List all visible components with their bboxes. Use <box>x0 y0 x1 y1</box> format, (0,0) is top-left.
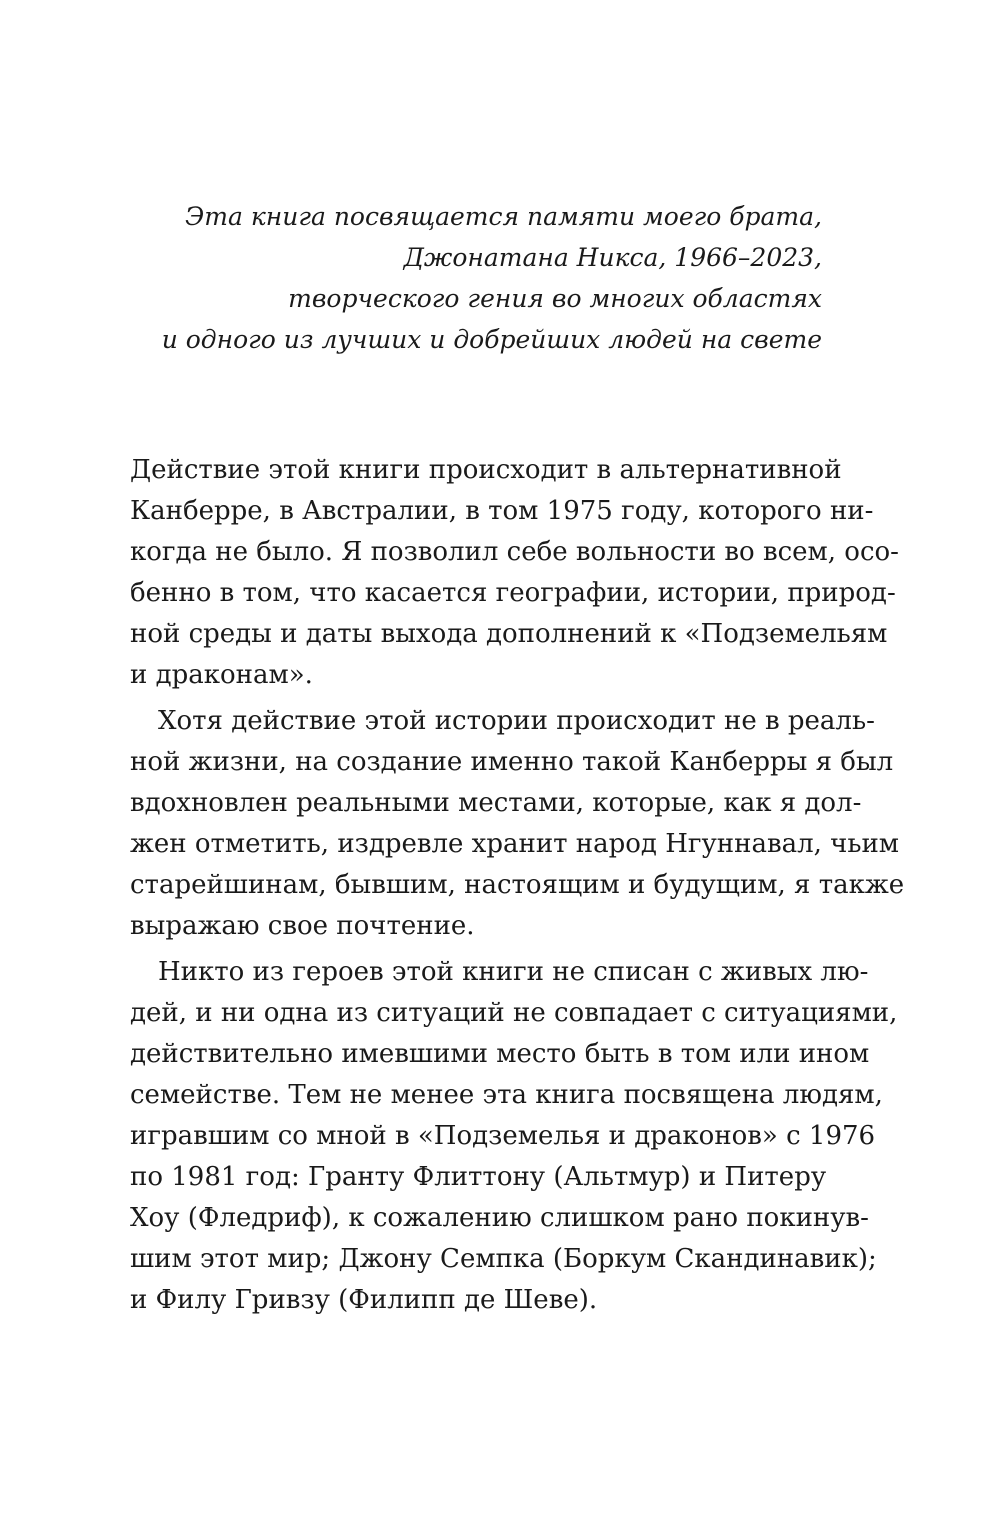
dedication-line: творческого гения во многих областях <box>288 284 822 313</box>
text-line: когда не было. Я позволил себе вольности во всем, осо- <box>130 537 899 567</box>
text-line: шим этот мир; Джону Семпка (Боркум Скандинавик); <box>130 1244 877 1274</box>
text-line: Хотя действие этой истории происходит не в реаль- <box>158 706 875 736</box>
text-line: дей, и ни одна из ситуаций не совпадает с ситуациями, <box>130 998 898 1028</box>
paragraph <box>130 952 898 1321</box>
text-line: ной среды и даты выхода дополнений к «Подземельям <box>130 619 888 649</box>
dedication-line: и одного из лучших и добрейших людей на свете <box>161 325 822 354</box>
paragraph <box>130 450 899 696</box>
paragraph <box>130 701 905 947</box>
text-line: жен отметить, издревле хранит народ Нгуннавал, чьим <box>130 829 900 859</box>
dedication-line: Джонатана Никса, 1966–2023, <box>403 243 822 272</box>
text-line: Канберре, в Австралии, в том 1975 году, которого ни- <box>130 496 874 526</box>
text-line: действительно имевшими место быть в том или ином <box>130 1039 870 1069</box>
dedication <box>130 196 822 360</box>
text-line: Хоу (Фледриф), к сожалению слишком рано покинув- <box>130 1203 869 1233</box>
text-line: ной жизни, на создание именно такой Канберры я был <box>130 747 894 777</box>
text-line: и Филу Гривзу (Филипп де Шеве). <box>130 1285 598 1315</box>
text-line: Действие этой книги происходит в альтернативной <box>130 455 842 485</box>
text-line: бенно в том, что касается географии, истории, природ- <box>130 578 896 608</box>
text-line: семействе. Тем не менее эта книга посвящена людям, <box>130 1080 883 1110</box>
body-text <box>130 450 905 1326</box>
dedication-line: Эта книга посвящается памяти моего брата, <box>185 202 822 231</box>
text-line: старейшинам, бывшим, настоящим и будущим, я также <box>130 870 905 900</box>
text-line: и драконам». <box>130 660 313 690</box>
text-line: вдохновлен реальными местами, которые, как я дол- <box>130 788 862 818</box>
text-line: Никто из героев этой книги не списан с живых лю- <box>158 957 869 987</box>
text-line: по 1981 год: Гранту Флиттону (Альтмур) и Питеру <box>130 1162 827 1192</box>
text-line: игравшим со мной в «Подземелья и драконов» с 1976 <box>130 1121 876 1151</box>
text-line: выражаю свое почтение. <box>130 911 475 941</box>
